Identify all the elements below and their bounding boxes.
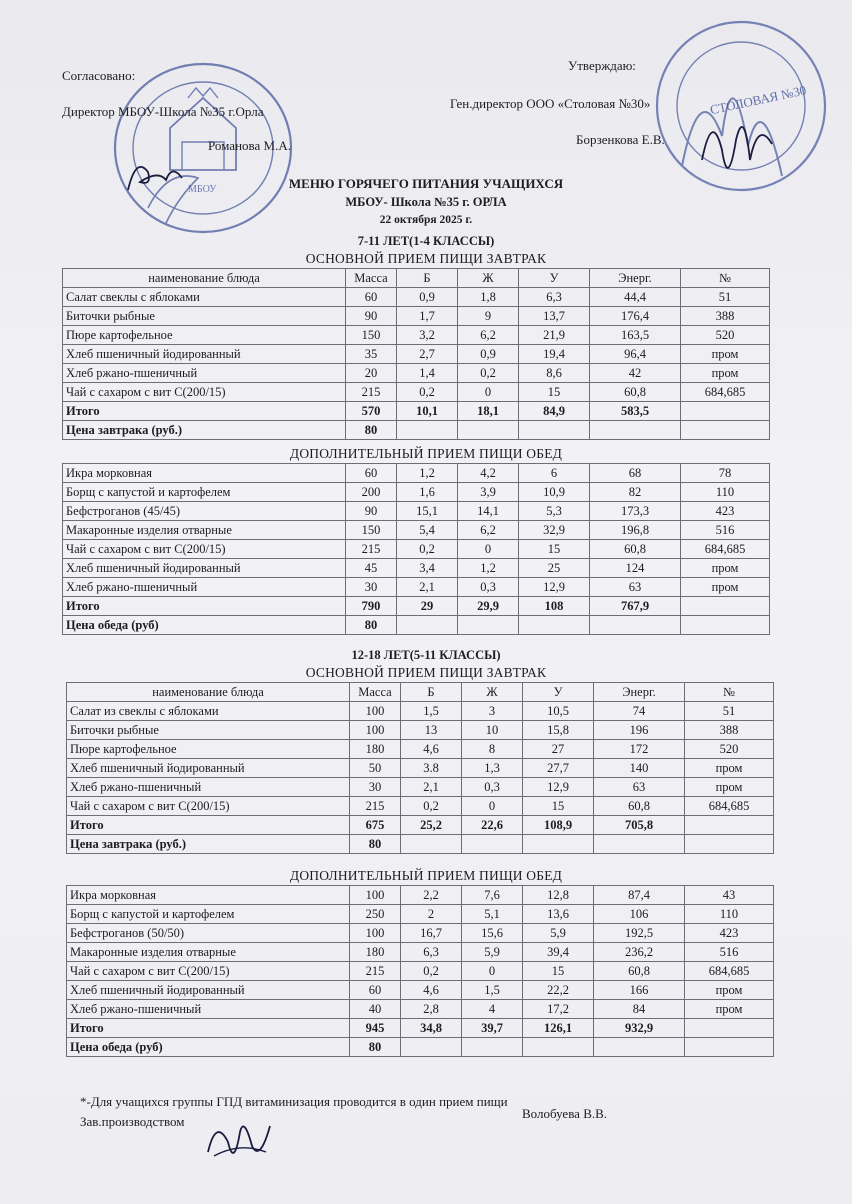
agreed-name: Романова М.А.: [208, 138, 291, 153]
table-cell: 0: [458, 383, 519, 402]
table-row: [67, 1000, 774, 1019]
total-cell: 767,9: [590, 597, 681, 616]
table-cell: 30: [350, 778, 401, 797]
dish-name: Макаронные изделия отварные: [67, 943, 350, 962]
table-cell: 10,9: [519, 483, 590, 502]
table-cell: 78: [681, 464, 770, 483]
table-cell: 0,2: [397, 383, 458, 402]
table-cell: 7,6: [462, 886, 523, 905]
table-row: [67, 797, 774, 816]
table-cell: 63: [594, 778, 685, 797]
total-cell: 108: [519, 597, 590, 616]
table-cell: 12,9: [523, 778, 594, 797]
table-cell: 0,3: [458, 578, 519, 597]
table-cell: 2,2: [401, 886, 462, 905]
table-cell: 0,9: [397, 288, 458, 307]
table-cell: 1,2: [458, 559, 519, 578]
table-row: [63, 383, 770, 402]
table-cell: 19,4: [519, 345, 590, 364]
table-cell: пром: [681, 578, 770, 597]
group1-breakfast-table: [62, 268, 770, 440]
total-cell: 34,8: [401, 1019, 462, 1038]
table-cell: 1,3: [462, 759, 523, 778]
table-cell: 3,9: [458, 483, 519, 502]
table-row: [67, 759, 774, 778]
group2-breakfast-table: [66, 682, 774, 854]
dish-name: Борщ с капустой и картофелем: [63, 483, 346, 502]
table-cell: 150: [346, 521, 397, 540]
table-cell: 32,9: [519, 521, 590, 540]
table-cell: 12,9: [519, 578, 590, 597]
table-cell: 1,7: [397, 307, 458, 326]
table-row: [63, 540, 770, 559]
table-cell: пром: [681, 345, 770, 364]
table-cell: 423: [685, 924, 774, 943]
col-header: Масса: [346, 269, 397, 288]
table-cell: 250: [350, 905, 401, 924]
right-stamp-text: СТОЛОВАЯ №30: [708, 82, 808, 118]
table-cell: 51: [681, 288, 770, 307]
dish-name: Бефстроганов (50/50): [67, 924, 350, 943]
table-cell: 110: [685, 905, 774, 924]
table-cell: 16,7: [401, 924, 462, 943]
price-label: Цена завтрака (руб.): [63, 421, 346, 440]
table-cell: 74: [594, 702, 685, 721]
table-cell: 13,6: [523, 905, 594, 924]
table-cell: 8: [462, 740, 523, 759]
table-row: [63, 521, 770, 540]
table-cell: 163,5: [590, 326, 681, 345]
col-header: Б: [401, 683, 462, 702]
table-cell: 51: [685, 702, 774, 721]
footer-note: *-Для учащихся группы ГПД витаминизация проводится в один прием пищи: [80, 1094, 508, 1109]
table-cell: 43: [685, 886, 774, 905]
table-cell: 0,9: [458, 345, 519, 364]
table-cell: 0: [462, 797, 523, 816]
table-row: [67, 721, 774, 740]
table-cell: 15: [519, 383, 590, 402]
table-cell: 60: [346, 288, 397, 307]
table-cell: 173,3: [590, 502, 681, 521]
total-cell: 790: [346, 597, 397, 616]
dish-name: Чай с сахаром с вит С(200/15): [67, 797, 350, 816]
price-label: Цена завтрака (руб.): [67, 835, 350, 854]
table-cell: 50: [350, 759, 401, 778]
table-cell: 5,9: [462, 943, 523, 962]
price-row: [63, 421, 770, 440]
table-cell: 68: [590, 464, 681, 483]
footer-signature: [200, 1112, 280, 1172]
table-cell: 100: [350, 886, 401, 905]
table-row: [63, 326, 770, 345]
price-value: 80: [346, 616, 397, 635]
table-cell: 0,3: [462, 778, 523, 797]
table-cell: 9: [458, 307, 519, 326]
group2-breakfast-title: ОСНОВНОЙ ПРИЕМ ПИЩИ ЗАВТРАК: [305, 665, 547, 680]
table-cell: 215: [350, 797, 401, 816]
total-cell: [681, 402, 770, 421]
table-cell: пром: [685, 759, 774, 778]
table-row: [63, 364, 770, 383]
table-cell: 176,4: [590, 307, 681, 326]
table-cell: 166: [594, 981, 685, 1000]
price-row: [63, 616, 770, 635]
table-row: [67, 886, 774, 905]
menu-date: 22 октября 2025 г.: [379, 214, 473, 226]
table-cell: 520: [681, 326, 770, 345]
table-row: [63, 464, 770, 483]
table-cell: 200: [346, 483, 397, 502]
col-header: У: [519, 269, 590, 288]
table-cell: 12,8: [523, 886, 594, 905]
table-cell: 21,9: [519, 326, 590, 345]
table-cell: 14,1: [458, 502, 519, 521]
dish-name: Хлеб пшеничный йодированный: [63, 345, 346, 364]
table-cell: 423: [681, 502, 770, 521]
table-cell: 1,5: [401, 702, 462, 721]
table-cell: 82: [590, 483, 681, 502]
group2-lunch-table: [66, 885, 774, 1057]
table-cell: 15: [519, 540, 590, 559]
table-row: [67, 905, 774, 924]
table-cell: 215: [350, 962, 401, 981]
dish-name: Салат свеклы с яблоками: [63, 288, 346, 307]
table-cell: 100: [350, 721, 401, 740]
table-cell: 6,2: [458, 521, 519, 540]
col-header: Энерг.: [590, 269, 681, 288]
dish-name: Хлеб ржано-пшеничный: [67, 778, 350, 797]
col-header: Масса: [350, 683, 401, 702]
table-cell: 15,1: [397, 502, 458, 521]
table-cell: 100: [350, 702, 401, 721]
total-cell: 29: [397, 597, 458, 616]
agreed-label: Согласовано:: [62, 68, 136, 83]
table-cell: 60: [346, 464, 397, 483]
table-cell: 30: [346, 578, 397, 597]
table-cell: 2,1: [397, 578, 458, 597]
total-cell: [685, 816, 774, 835]
total-cell: 583,5: [590, 402, 681, 421]
school-title: МБОУ- Школа №35 г. ОРЛА: [345, 195, 507, 209]
table-cell: 13,7: [519, 307, 590, 326]
table-cell: 42: [590, 364, 681, 383]
table-row: [63, 288, 770, 307]
table-cell: 1,6: [397, 483, 458, 502]
table-cell: 236,2: [594, 943, 685, 962]
table-cell: 2,7: [397, 345, 458, 364]
dish-name: Хлеб пшеничный йодированный: [67, 981, 350, 1000]
table-cell: пром: [681, 364, 770, 383]
table-cell: 63: [590, 578, 681, 597]
approve-label: Утверждаю:: [568, 58, 636, 73]
table-cell: 150: [346, 326, 397, 345]
table-cell: 6,3: [401, 943, 462, 962]
table-cell: 4,6: [401, 981, 462, 1000]
table-row: [63, 483, 770, 502]
table-cell: 215: [346, 383, 397, 402]
table-cell: 0,2: [458, 364, 519, 383]
total-cell: 705,8: [594, 816, 685, 835]
total-label: Итого: [63, 597, 346, 616]
table-cell: 516: [685, 943, 774, 962]
group1-breakfast-title: ОСНОВНОЙ ПРИЕМ ПИЩИ ЗАВТРАК: [305, 251, 547, 266]
table-cell: 684,685: [685, 962, 774, 981]
menu-title: МЕНЮ ГОРЯЧЕГО ПИТАНИЯ УЧАЩИХСЯ: [288, 176, 564, 191]
table-cell: 22,2: [523, 981, 594, 1000]
table-cell: 180: [350, 943, 401, 962]
table-cell: 60,8: [594, 962, 685, 981]
table-cell: 10: [462, 721, 523, 740]
table-cell: 1,5: [462, 981, 523, 1000]
table-row: [63, 345, 770, 364]
table-cell: 684,685: [685, 797, 774, 816]
total-cell: 18,1: [458, 402, 519, 421]
table-cell: 215: [346, 540, 397, 559]
table-cell: 44,4: [590, 288, 681, 307]
table-cell: 3.8: [401, 759, 462, 778]
col-header: У: [523, 683, 594, 702]
table-cell: 90: [346, 307, 397, 326]
table-cell: 180: [350, 740, 401, 759]
table-row: [67, 702, 774, 721]
table-cell: 27,7: [523, 759, 594, 778]
col-header: Ж: [462, 683, 523, 702]
price-label: Цена обеда (руб): [67, 1038, 350, 1057]
table-cell: 0: [462, 962, 523, 981]
dish-name: Икра морковная: [67, 886, 350, 905]
table-cell: 0,2: [401, 797, 462, 816]
table-cell: 388: [681, 307, 770, 326]
price-value: 80: [350, 835, 401, 854]
table-cell: 192,5: [594, 924, 685, 943]
footer-role: Зав.производством: [80, 1114, 185, 1129]
table-cell: 84: [594, 1000, 685, 1019]
table-cell: 0: [458, 540, 519, 559]
dish-name: Икра морковная: [63, 464, 346, 483]
total-cell: 29,9: [458, 597, 519, 616]
table-cell: пром: [681, 559, 770, 578]
table-cell: 1,8: [458, 288, 519, 307]
table-cell: 5,4: [397, 521, 458, 540]
table-cell: 96,4: [590, 345, 681, 364]
table-cell: 5,3: [519, 502, 590, 521]
total-cell: 108,9: [523, 816, 594, 835]
table-row: [67, 962, 774, 981]
table-cell: 0,2: [397, 540, 458, 559]
table-cell: 4,6: [401, 740, 462, 759]
total-row: [63, 402, 770, 421]
dish-name: Бефстроганов (45/45): [63, 502, 346, 521]
approve-position: Ген.директор ООО «Столовая №30»: [450, 96, 651, 111]
dish-name: Пюре картофельное: [67, 740, 350, 759]
dish-name: Макаронные изделия отварные: [63, 521, 346, 540]
table-cell: 140: [594, 759, 685, 778]
total-row: [67, 816, 774, 835]
price-row: [67, 1038, 774, 1057]
dish-name: Хлеб пшеничный йодированный: [67, 759, 350, 778]
total-cell: 84,9: [519, 402, 590, 421]
col-header: Энерг.: [594, 683, 685, 702]
table-row: [67, 943, 774, 962]
table-cell: 100: [350, 924, 401, 943]
table-cell: пром: [685, 981, 774, 1000]
table-cell: 2,1: [401, 778, 462, 797]
table-cell: 90: [346, 502, 397, 521]
table-cell: 4: [462, 1000, 523, 1019]
col-header: №: [685, 683, 774, 702]
table-cell: 2: [401, 905, 462, 924]
total-label: Итого: [67, 1019, 350, 1038]
table-cell: 3: [462, 702, 523, 721]
col-header: наименование блюда: [63, 269, 346, 288]
table-cell: 6,2: [458, 326, 519, 345]
total-cell: 25,2: [401, 816, 462, 835]
group2-title: 12-18 ЛЕТ(5-11 КЛАССЫ): [351, 648, 501, 662]
col-header: наименование блюда: [67, 683, 350, 702]
table-cell: 39,4: [523, 943, 594, 962]
group1-lunch-table: [62, 463, 770, 635]
table-cell: 388: [685, 721, 774, 740]
table-cell: пром: [685, 778, 774, 797]
total-cell: 39,7: [462, 1019, 523, 1038]
table-cell: 520: [685, 740, 774, 759]
table-cell: 40: [350, 1000, 401, 1019]
table-row: [67, 924, 774, 943]
table-cell: 6: [519, 464, 590, 483]
dish-name: Салат из свеклы с яблоками: [67, 702, 350, 721]
table-cell: 4,2: [458, 464, 519, 483]
footer-name: Волобуева В.В.: [522, 1106, 608, 1121]
col-header: Ж: [458, 269, 519, 288]
table-cell: 10,5: [523, 702, 594, 721]
price-label: Цена обеда (руб): [63, 616, 346, 635]
table-row: [63, 559, 770, 578]
table-cell: 124: [590, 559, 681, 578]
table-cell: 684,685: [681, 383, 770, 402]
table-cell: 172: [594, 740, 685, 759]
price-value: 80: [350, 1038, 401, 1057]
dish-name: Хлеб ржано-пшеничный: [67, 1000, 350, 1019]
table-cell: 87,4: [594, 886, 685, 905]
total-cell: 675: [350, 816, 401, 835]
total-label: Итого: [63, 402, 346, 421]
table-cell: 60,8: [590, 540, 681, 559]
table-cell: 60,8: [594, 797, 685, 816]
table-cell: 3,2: [397, 326, 458, 345]
total-cell: 22,6: [462, 816, 523, 835]
total-row: [67, 1019, 774, 1038]
table-cell: 15: [523, 962, 594, 981]
table-cell: 15,6: [462, 924, 523, 943]
table-row: [63, 578, 770, 597]
table-cell: 3,4: [397, 559, 458, 578]
table-cell: 8,6: [519, 364, 590, 383]
table-cell: 5,1: [462, 905, 523, 924]
table-cell: 6,3: [519, 288, 590, 307]
group1-lunch-title: ДОПОЛНИТЕЛЬНЫЙ ПРИЕМ ПИЩИ ОБЕД: [289, 446, 563, 461]
table-cell: 1,4: [397, 364, 458, 383]
approve-name: Борзенкова Е.В.: [576, 132, 665, 147]
table-cell: 196,8: [590, 521, 681, 540]
table-cell: 20: [346, 364, 397, 383]
table-cell: 110: [681, 483, 770, 502]
table-row: [67, 740, 774, 759]
table-cell: 35: [346, 345, 397, 364]
table-cell: 1,2: [397, 464, 458, 483]
dish-name: Чай с сахаром с вит С(200/15): [63, 383, 346, 402]
dish-name: Хлеб ржано-пшеничный: [63, 364, 346, 383]
dish-name: Борщ с капустой и картофелем: [67, 905, 350, 924]
group2-lunch-title: ДОПОЛНИТЕЛЬНЫЙ ПРИЕМ ПИЩИ ОБЕД: [289, 868, 563, 883]
table-row: [67, 778, 774, 797]
table-row: [63, 307, 770, 326]
table-cell: 196: [594, 721, 685, 740]
price-value: 80: [346, 421, 397, 440]
dish-name: Биточки рыбные: [63, 307, 346, 326]
table-cell: 5,9: [523, 924, 594, 943]
table-cell: 45: [346, 559, 397, 578]
total-cell: 945: [350, 1019, 401, 1038]
price-row: [67, 835, 774, 854]
total-label: Итого: [67, 816, 350, 835]
table-cell: 2,8: [401, 1000, 462, 1019]
dish-name: Пюре картофельное: [63, 326, 346, 345]
table-cell: 15: [523, 797, 594, 816]
table-cell: 516: [681, 521, 770, 540]
table-cell: 25: [519, 559, 590, 578]
table-cell: 60,8: [590, 383, 681, 402]
table-cell: 27: [523, 740, 594, 759]
table-row: [67, 981, 774, 1000]
dish-name: Чай с сахаром с вит С(200/15): [63, 540, 346, 559]
table-cell: 106: [594, 905, 685, 924]
total-cell: [681, 597, 770, 616]
table-cell: пром: [685, 1000, 774, 1019]
total-cell: [685, 1019, 774, 1038]
group1-title: 7-11 ЛЕТ(1-4 КЛАССЫ): [357, 234, 495, 248]
dish-name: Чай с сахаром с вит С(200/15): [67, 962, 350, 981]
left-stamp-text: МБОУ: [188, 184, 217, 195]
table-cell: 17,2: [523, 1000, 594, 1019]
total-cell: 126,1: [523, 1019, 594, 1038]
dish-name: Биточки рыбные: [67, 721, 350, 740]
total-cell: 10,1: [397, 402, 458, 421]
table-cell: 60: [350, 981, 401, 1000]
table-cell: 15,8: [523, 721, 594, 740]
table-row: [63, 502, 770, 521]
table-cell: 13: [401, 721, 462, 740]
agreed-position: Директор МБОУ-Школа №35 г.Орла: [62, 104, 264, 119]
dish-name: Хлеб ржано-пшеничный: [63, 578, 346, 597]
total-row: [63, 597, 770, 616]
col-header: Б: [397, 269, 458, 288]
table-cell: 684,685: [681, 540, 770, 559]
total-cell: 570: [346, 402, 397, 421]
table-cell: 0,2: [401, 962, 462, 981]
total-cell: 932,9: [594, 1019, 685, 1038]
dish-name: Хлеб пшеничный йодированный: [63, 559, 346, 578]
col-header: №: [681, 269, 770, 288]
